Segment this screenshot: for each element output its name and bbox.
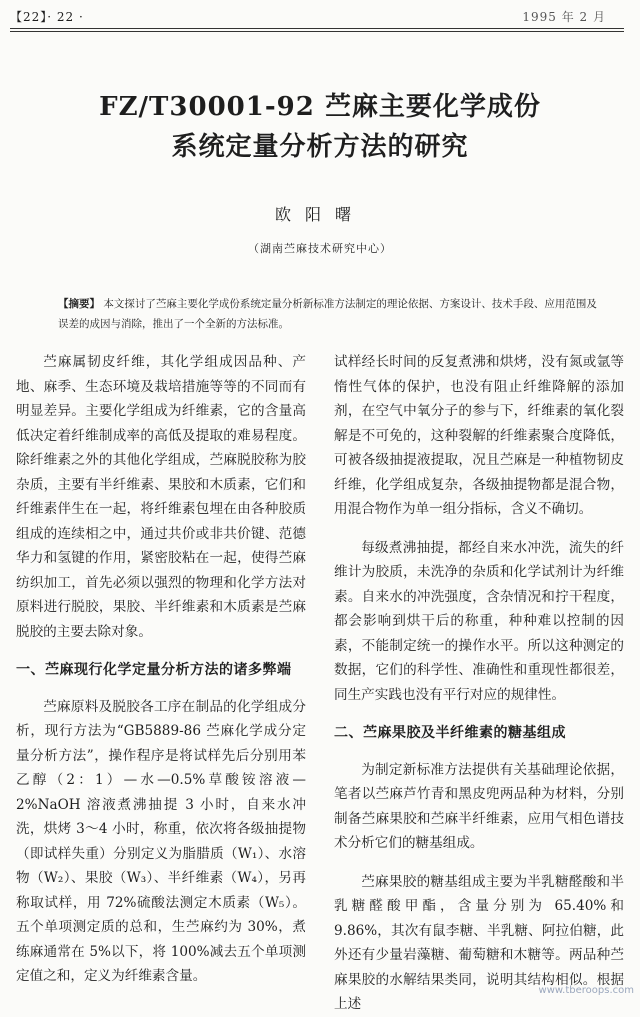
paper-title-line-2: 系统定量分析方法的研究 <box>171 132 469 162</box>
paper-title-line-1: FZ/T30001-92 苎麻主要化学成份 <box>99 92 541 122</box>
paragraph: 为制定新标准方法提供有关基础理论依据，笔者以苎麻芦竹青和黑皮兜两品种为材料，分别制备苎麻果胶和苎麻半纤维素，应用气相色谱技术分析它们的糖基组成。 <box>334 761 624 851</box>
issue-date: 1995 年 2 月 <box>522 10 606 24</box>
abstract <box>58 294 606 334</box>
paragraph: 每级煮沸抽提，都经自来水冲洗，流失的纤维计为胶质，未洗净的杂质和化学试剂计为纤维素。自来水的冲洗强度，含杂情况和拧干程度，都会影响到烘干后的称重，种种难以控制的因素，不能制定统一的操作水平。所以这种测定的数据，它们的科学性、准确性和重现性都很差，同生产实践也没有平行对应的规律性。 <box>334 539 624 703</box>
abstract-text: 本文探讨了苎麻主要化学成份系统定量分析新标准方法制定的理论依据、方案设计、技术手段、应用范围及误差的成因与消除，推出了一个全新的方法标准。 <box>58 298 597 330</box>
page-marker: 【22】· 22 · <box>10 10 84 24</box>
right-column <box>334 350 624 1017</box>
spacer <box>334 856 624 870</box>
section-heading-2: 二、苎麻果胶及半纤维素的糖基组成 <box>334 725 566 741</box>
abstract-label: 【摘要】 <box>58 298 100 310</box>
header-rule-double <box>10 31 624 32</box>
paragraph: 苎麻属韧皮纤维，其化学组成因品种、产地、麻季、生态环境及栽培措施等等的不同而有明显差异。主要化学组成为纤维素，它的含量高低决定着纤维制成率的高低及提取的难易程度。除纤维素之外的其他化学组成，苎麻脱胶称为胶杂质，主要有半纤维素、果胶和木质素，它们和纤维素伴生在一起，将纤维素包埋在由各种胶质组成的连续相之中，通过共价或非共价键、范德华力和氢键的作用，紧密胶粘在一起，使得苎麻纺织加工，首先必须以强烈的物理和化学方法对原料进行脱胶，果胶、半纤维素和木质素是苎麻脱胶的主要去除对象。 <box>16 354 306 640</box>
header-rule <box>10 28 624 29</box>
paragraph: 苎麻果胶的糖基组成主要为半乳糖醛酸和半乳糖醛酸甲酯，含量分别为 65.40%和 9.86%，其次有鼠李糖、半乳糖、阿拉伯糖，此外还有少量岩藻糖、葡萄糖和木糖等。两品种苎麻果胶的水解结果类同，说明其结构相似。根据上述 <box>334 873 624 1012</box>
watermark: www.tberoops.com <box>538 985 634 996</box>
spacer <box>334 522 624 536</box>
author-affiliation: （湖南苎麻技术研究中心） <box>248 242 392 255</box>
author-name: 欧阳曙 <box>274 205 365 224</box>
left-column <box>16 350 306 989</box>
section-heading-1: 一、苎麻现行化学定量分析方法的诸多弊端 <box>16 662 292 678</box>
paragraph: 试样经长时间的反复煮沸和烘烤，没有氮或氩等惰性气体的保护，也没有阻止纤维降解的添加剂，在空气中氧分子的参与下，纤维素的氧化裂解是不可免的，这种裂解的纤维素聚合度降低，可被各级抽提液提取，况且苎麻是一种植物韧皮纤维，化学组成复杂，各级抽提物都是混合物，用混合物作为单一组分指标，含义不确切。 <box>334 354 624 517</box>
paragraph: 苎麻原料及脱胶各工序在制品的化学组成分析，现行方法为“GB5889-86 苎麻化学成分定量分析方法”，操作程序是将试样先后分别用苯乙醇（2：1）—水—0.5%草酸铵溶液—2%NaOH 溶液煮沸抽提 3 小时，自来水冲洗，烘烤 3～4 小时，称重，依次将各级抽提物（即试样失重）分别定义为脂腊质（W₁）、水溶物（W₂）、果胶（W₃）、半纤维素（W₄），另再称取试样，用 72%硫酸法测定木质素（W₅）。五个单项测定质的总和，生苎麻约为 30%，煮练麻通常在 5%以下，将 100%减去五个单项测定值之和，定义为纤维素含量。 <box>16 698 306 984</box>
